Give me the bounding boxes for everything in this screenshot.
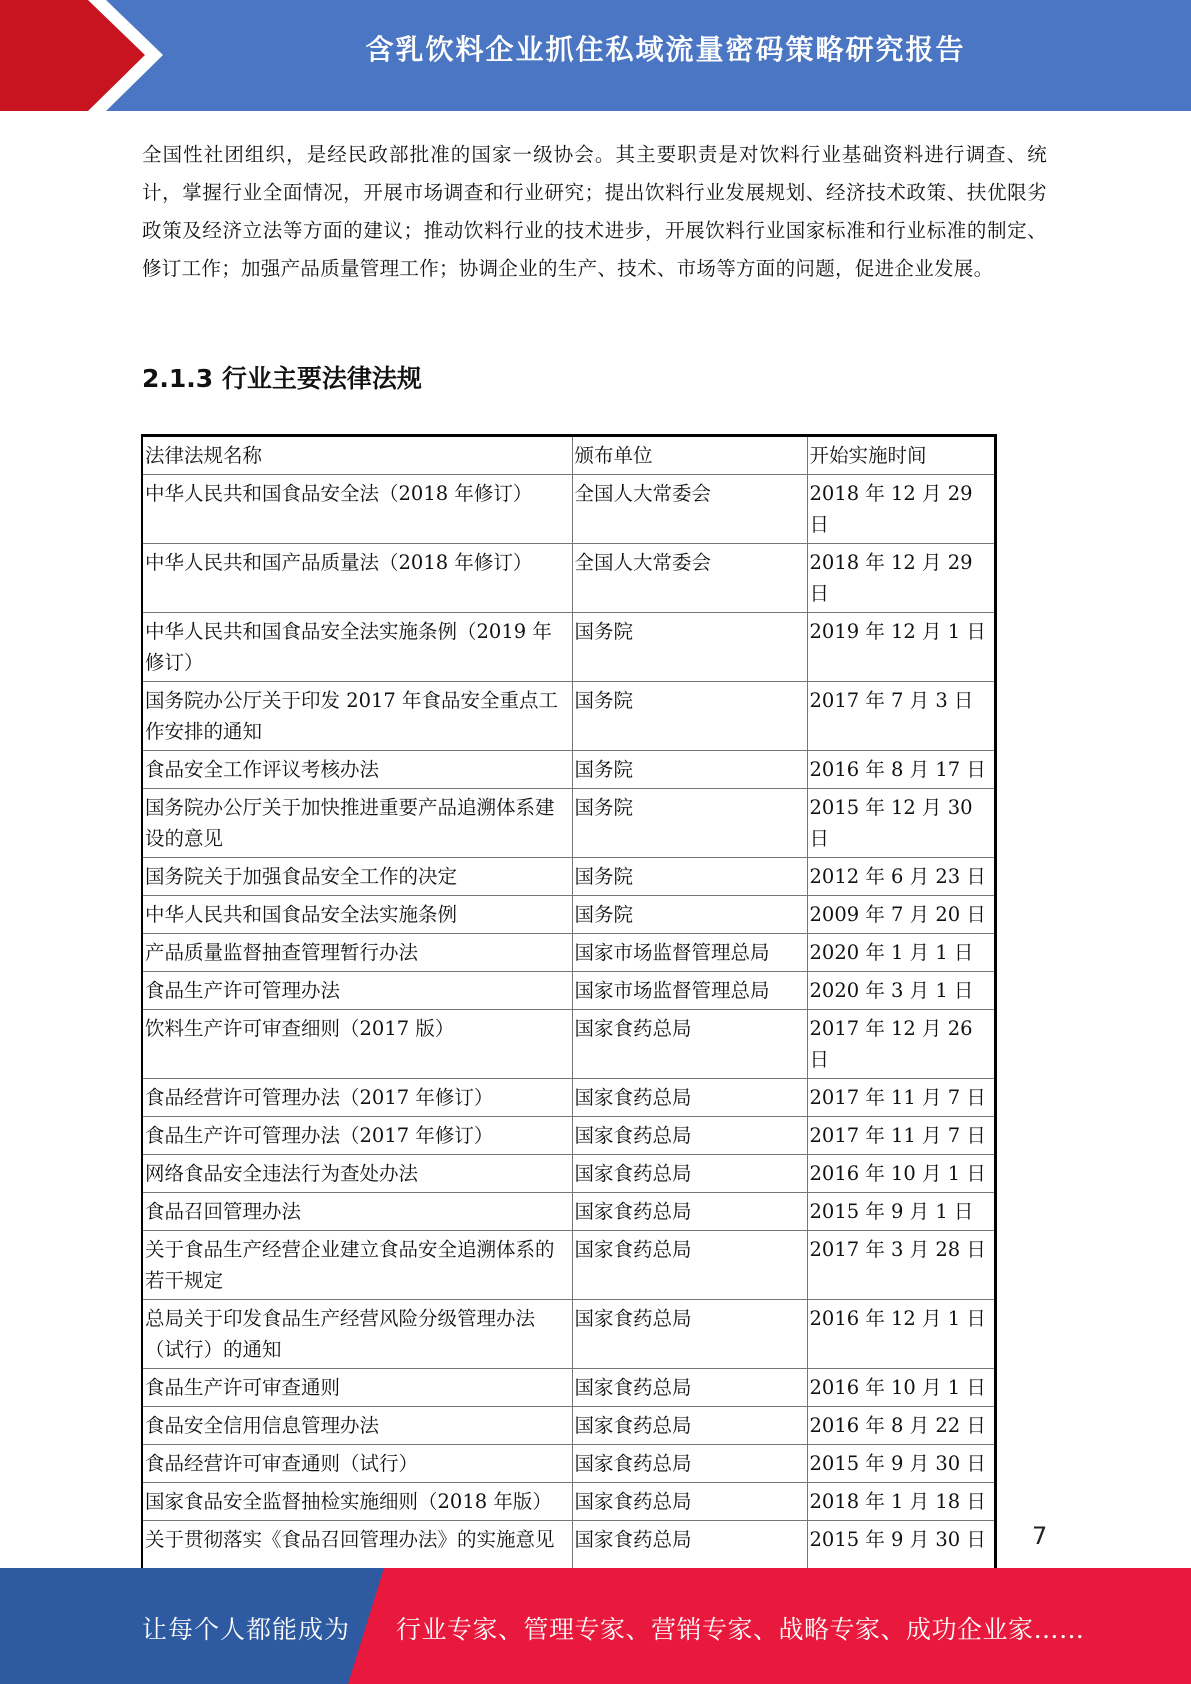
table-row <box>142 475 995 544</box>
table-header-cell: 颁布单位 <box>572 436 807 475</box>
effective-date-cell: 2016 年 10 月 1 日 <box>807 1155 995 1193</box>
effective-date-cell: 2017 年 11 月 7 日 <box>807 1079 995 1117</box>
table-row <box>142 1117 995 1155</box>
table-header-row <box>142 436 995 475</box>
table-row <box>142 858 995 896</box>
effective-date-cell: 2015 年 9 月 30 日 <box>807 1521 995 1588</box>
issuer-cell: 国家食药总局 <box>572 1193 807 1231</box>
issuer-cell: 国务院 <box>572 613 807 682</box>
law-name-cell: 食品召回管理办法 <box>142 1193 572 1231</box>
law-name-cell: 中华人民共和国食品安全法实施条例 <box>142 896 572 934</box>
law-name-cell: 饮料生产许可审查细则（2017 版） <box>142 1010 572 1079</box>
table-row <box>142 896 995 934</box>
issuer-cell: 国务院 <box>572 896 807 934</box>
table-row <box>142 934 995 972</box>
issuer-cell: 全国人大常委会 <box>572 544 807 613</box>
effective-date-cell: 2017 年 11 月 7 日 <box>807 1117 995 1155</box>
effective-date-cell: 2016 年 12 月 1 日 <box>807 1300 995 1369</box>
effective-date-cell: 2016 年 8 月 17 日 <box>807 751 995 789</box>
table-row <box>142 1300 995 1369</box>
table-row <box>142 1407 995 1445</box>
law-name-cell: 食品安全信用信息管理办法 <box>142 1407 572 1445</box>
issuer-cell: 国家食药总局 <box>572 1010 807 1079</box>
table-row <box>142 1445 995 1483</box>
effective-date-cell: 2020 年 3 月 1 日 <box>807 972 995 1010</box>
table-row <box>142 789 995 858</box>
issuer-cell: 国务院 <box>572 789 807 858</box>
law-name-cell: 国务院办公厅关于加快推进重要产品追溯体系建设的意见 <box>142 789 572 858</box>
issuer-cell: 国务院 <box>572 858 807 896</box>
effective-date-cell: 2012 年 6 月 23 日 <box>807 858 995 896</box>
table-row <box>142 682 995 751</box>
law-name-cell: 中华人民共和国产品质量法（2018 年修订） <box>142 544 572 613</box>
issuer-cell: 国家食药总局 <box>572 1117 807 1155</box>
table-row <box>142 544 995 613</box>
page-header <box>0 0 1191 111</box>
law-name-cell: 网络食品安全违法行为查处办法 <box>142 1155 572 1193</box>
law-name-cell: 食品生产许可审查通则 <box>142 1369 572 1407</box>
effective-date-cell: 2016 年 10 月 1 日 <box>807 1369 995 1407</box>
laws-table <box>141 434 997 1588</box>
law-name-cell: 产品质量监督抽查管理暂行办法 <box>142 934 572 972</box>
table-row <box>142 1010 995 1079</box>
effective-date-cell: 2017 年 7 月 3 日 <box>807 682 995 751</box>
issuer-cell: 国务院 <box>572 751 807 789</box>
table-row <box>142 613 995 682</box>
law-name-cell: 食品生产许可管理办法（2017 年修订） <box>142 1117 572 1155</box>
law-name-cell: 国务院办公厅关于印发 2017 年食品安全重点工作安排的通知 <box>142 682 572 751</box>
effective-date-cell: 2017 年 3 月 28 日 <box>807 1231 995 1300</box>
law-name-cell: 国务院关于加强食品安全工作的决定 <box>142 858 572 896</box>
law-name-cell: 中华人民共和国食品安全法实施条例（2019 年修订） <box>142 613 572 682</box>
page-number: 7 <box>1032 1522 1048 1550</box>
page-footer <box>0 1568 1191 1684</box>
table-row <box>142 751 995 789</box>
table-row <box>142 1483 995 1521</box>
law-name-cell: 食品经营许可管理办法（2017 年修订） <box>142 1079 572 1117</box>
issuer-cell: 全国人大常委会 <box>572 475 807 544</box>
law-name-cell: 关于食品生产经营企业建立食品安全追溯体系的若干规定 <box>142 1231 572 1300</box>
effective-date-cell: 2015 年 9 月 1 日 <box>807 1193 995 1231</box>
effective-date-cell: 2015 年 12 月 30 日 <box>807 789 995 858</box>
law-name-cell: 关于贯彻落实《食品召回管理办法》的实施意见 <box>142 1521 572 1588</box>
table-row <box>142 1193 995 1231</box>
issuer-cell: 国家市场监督管理总局 <box>572 972 807 1010</box>
issuer-cell: 国家食药总局 <box>572 1079 807 1117</box>
effective-date-cell: 2017 年 12 月 26 日 <box>807 1010 995 1079</box>
section-heading: 2.1.3 行业主要法律法规 <box>142 364 422 393</box>
law-name-cell: 总局关于印发食品生产经营风险分级管理办法（试行）的通知 <box>142 1300 572 1369</box>
effective-date-cell: 2016 年 8 月 22 日 <box>807 1407 995 1445</box>
issuer-cell: 国家食药总局 <box>572 1445 807 1483</box>
table-header-cell: 开始实施时间 <box>807 436 995 475</box>
footer-slogan-right: 行业专家、管理专家、营销专家、战略专家、成功企业家…… <box>396 1615 1085 1644</box>
report-title: 含乳饮料企业抓住私域流量密码策略研究报告 <box>365 33 966 66</box>
footer-slogan-left: 让每个人都能成为 <box>142 1615 351 1644</box>
table-row <box>142 1369 995 1407</box>
law-name-cell: 国家食品安全监督抽检实施细则（2018 年版） <box>142 1483 572 1521</box>
table-row <box>142 1231 995 1300</box>
effective-date-cell: 2009 年 7 月 20 日 <box>807 896 995 934</box>
issuer-cell: 国务院 <box>572 682 807 751</box>
issuer-cell: 国家食药总局 <box>572 1231 807 1300</box>
table-row <box>142 1155 995 1193</box>
issuer-cell: 国家食药总局 <box>572 1407 807 1445</box>
table-row <box>142 1079 995 1117</box>
effective-date-cell: 2015 年 9 月 30 日 <box>807 1445 995 1483</box>
law-name-cell: 食品经营许可审查通则（试行） <box>142 1445 572 1483</box>
issuer-cell: 国家市场监督管理总局 <box>572 934 807 972</box>
table-header-cell: 法律法规名称 <box>142 436 572 475</box>
issuer-cell: 国家食药总局 <box>572 1369 807 1407</box>
intro-paragraph: 全国性社团组织，是经民政部批准的国家一级协会。其主要职责是对饮料行业基础资料进行调查、统计，掌握行业全面情况，开展市场调查和行业研究；提出饮料行业发展规划、经济技术政策、扶优限劣政策及经济立法等方面的建议；推动饮料行业的技术进步，开展饮料行业国家标准和行业标准的制定、修订工作；加强产品质量管理工作；协调企业的生产、技术、市场等方面的问题，促进企业发展。 <box>142 143 1047 280</box>
issuer-cell: 国家食药总局 <box>572 1521 807 1588</box>
effective-date-cell: 2018 年 12 月 29 日 <box>807 544 995 613</box>
effective-date-cell: 2018 年 12 月 29 日 <box>807 475 995 544</box>
issuer-cell: 国家食药总局 <box>572 1155 807 1193</box>
issuer-cell: 国家食药总局 <box>572 1300 807 1369</box>
law-name-cell: 食品安全工作评议考核办法 <box>142 751 572 789</box>
table-row <box>142 972 995 1010</box>
effective-date-cell: 2019 年 12 月 1 日 <box>807 613 995 682</box>
law-name-cell: 食品生产许可管理办法 <box>142 972 572 1010</box>
law-name-cell: 中华人民共和国食品安全法（2018 年修订） <box>142 475 572 544</box>
effective-date-cell: 2018 年 1 月 18 日 <box>807 1483 995 1521</box>
effective-date-cell: 2020 年 1 月 1 日 <box>807 934 995 972</box>
issuer-cell: 国家食药总局 <box>572 1483 807 1521</box>
